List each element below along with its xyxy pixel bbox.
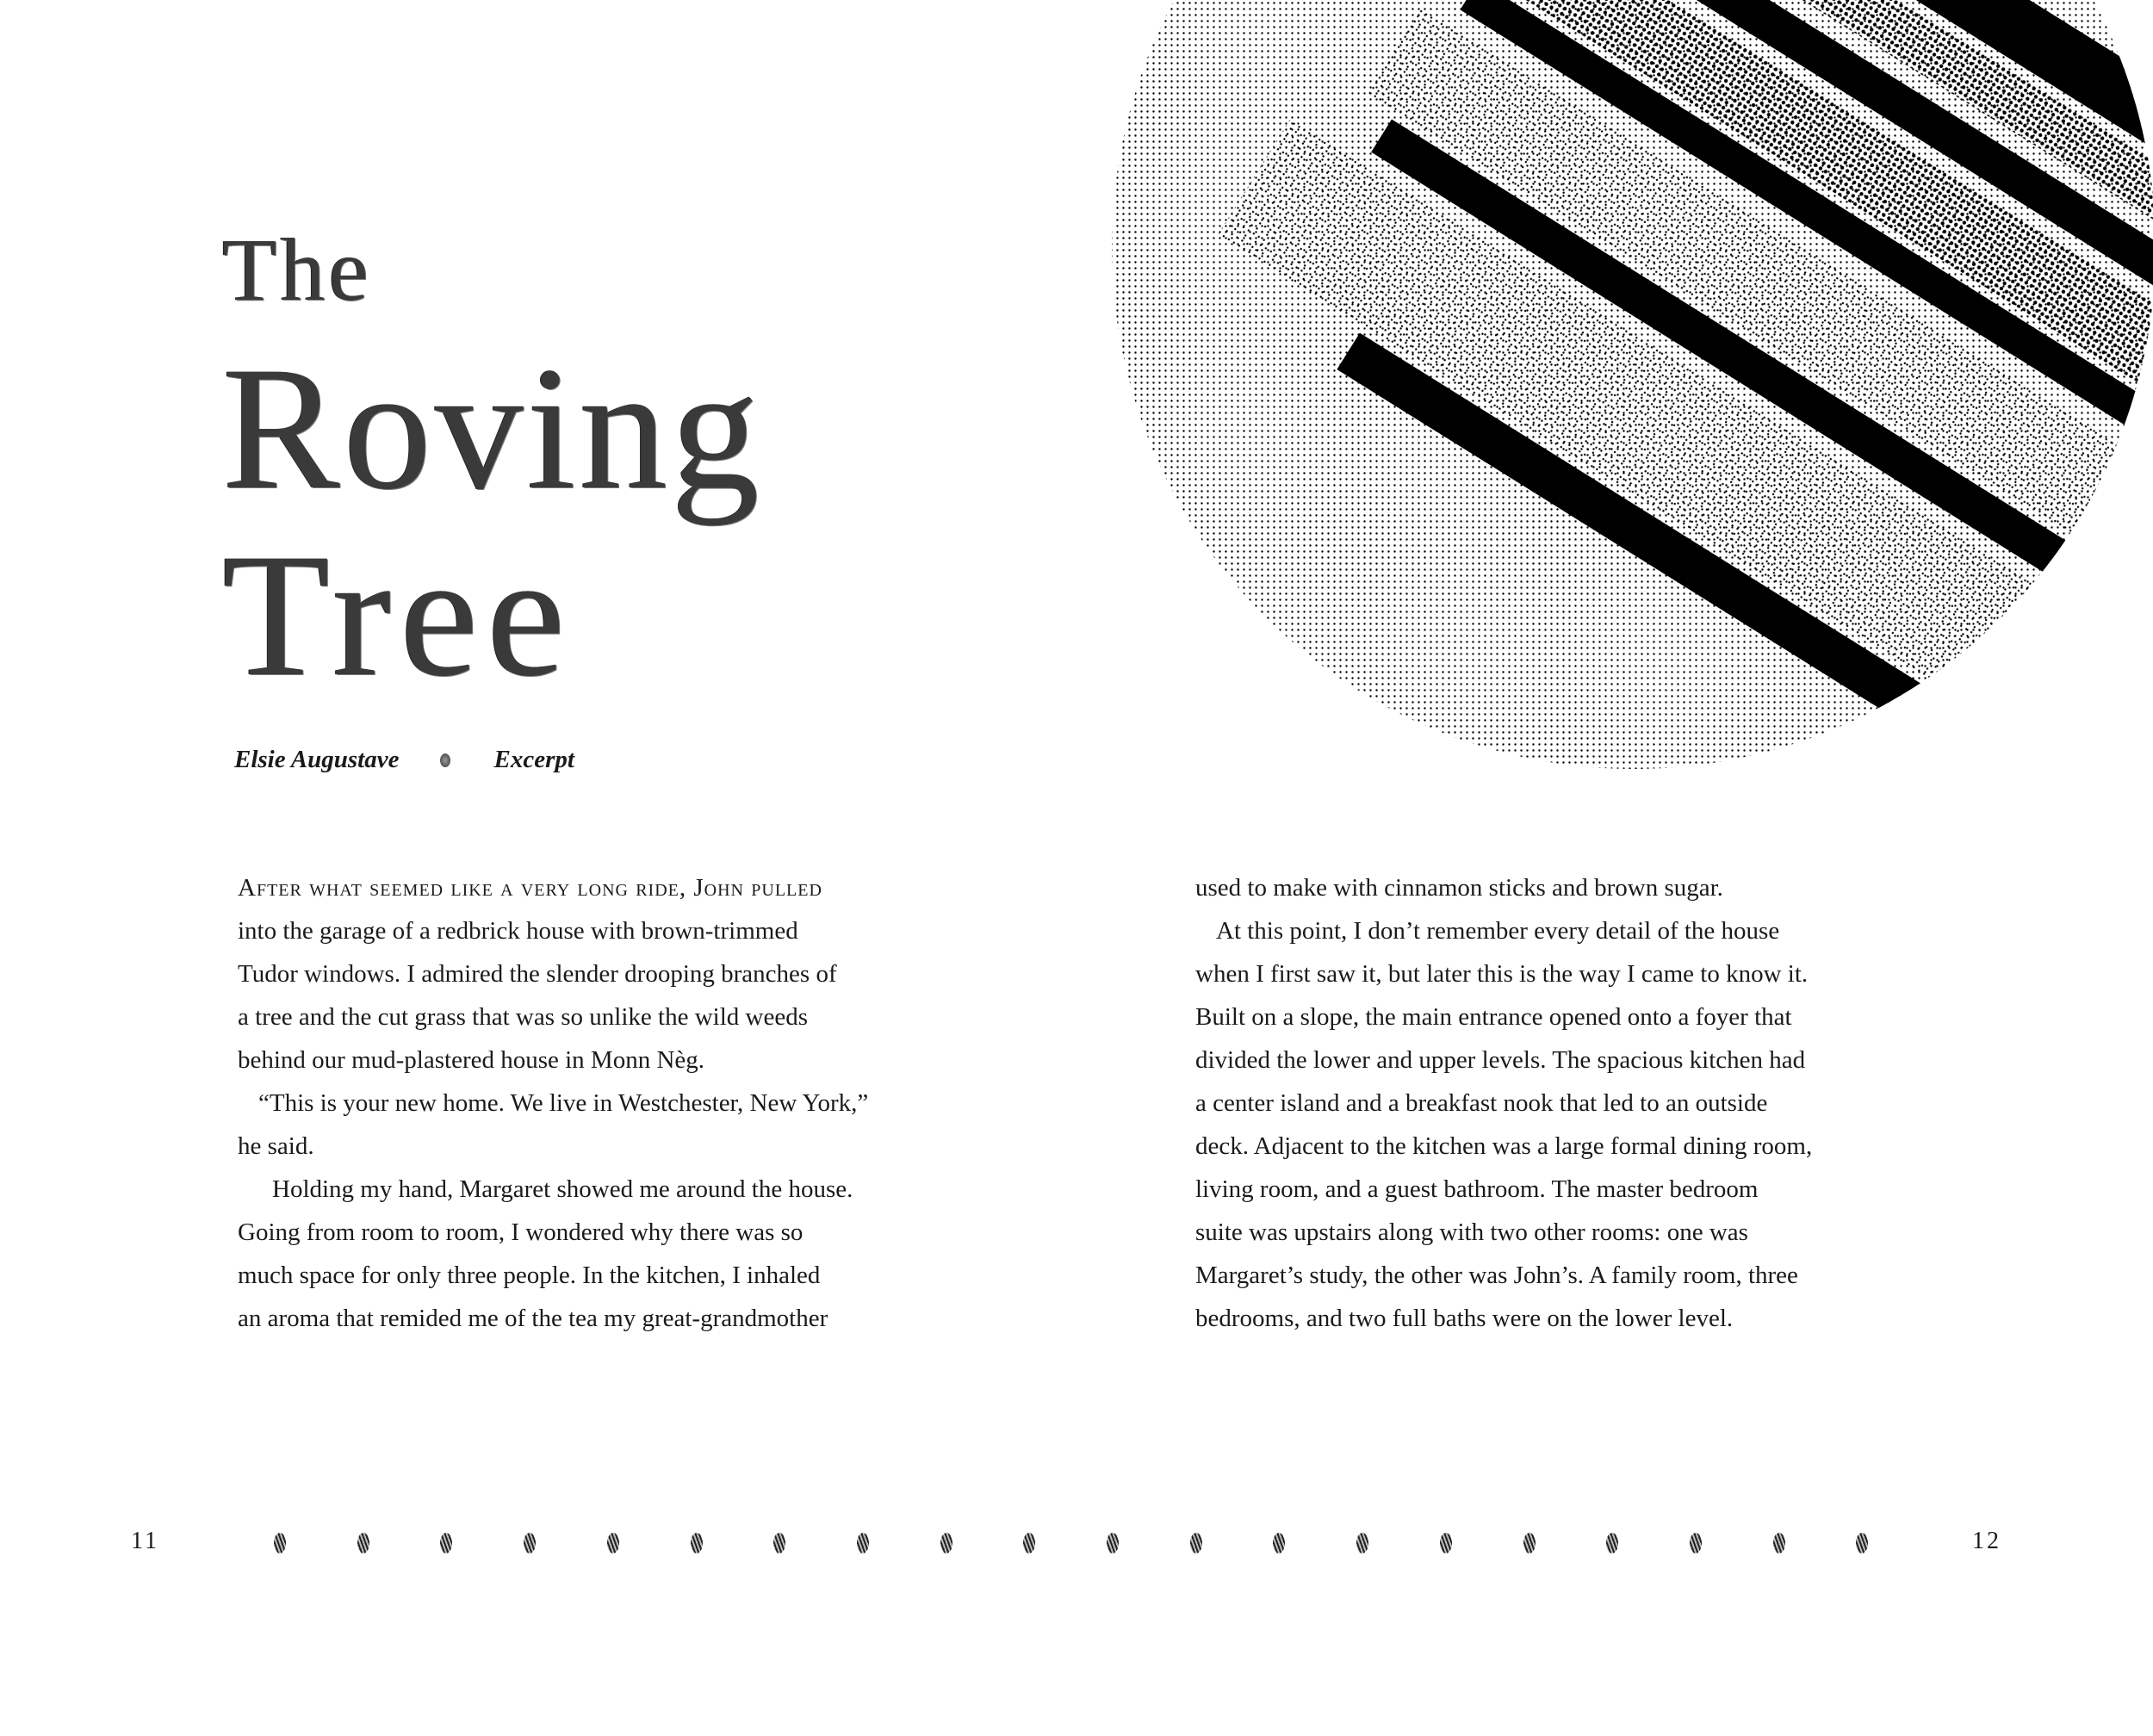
text-line: deck. Adjacent to the kitchen was a large formal dining room, xyxy=(1195,1132,1813,1160)
text-line: Built on a slope, the main entrance opened onto a foyer that xyxy=(1195,1003,1792,1031)
title-line-the: The xyxy=(222,220,372,319)
text-line: Tudor windows. I admired the slender drooping branches of xyxy=(238,960,837,988)
author-name: Elsie Augustave xyxy=(234,746,400,773)
ornament-dot-icon xyxy=(274,1533,286,1553)
text-line: much space for only three people. In the kitchen, I inhaled xyxy=(238,1262,821,1289)
text-line: “This is your new home. We live in Westchester, New York,” xyxy=(258,1089,869,1117)
ornament-dot-icon xyxy=(1190,1533,1202,1553)
halftone-photo-circle xyxy=(1102,0,2153,775)
ornament-dot-icon xyxy=(1690,1533,1702,1553)
ornament-dot-icon xyxy=(524,1533,536,1553)
ornament-dot-icon xyxy=(1107,1533,1119,1553)
ornament-dot-icon xyxy=(1773,1533,1785,1553)
ornament-row xyxy=(274,1533,1884,1555)
page-number-left: 11 xyxy=(131,1528,159,1554)
left-text-column xyxy=(238,866,978,1340)
ornament-dot-icon xyxy=(1356,1533,1368,1553)
title-line-roving: Roving xyxy=(222,331,763,526)
title-line-tree: Tree xyxy=(222,518,574,713)
text-line: At this point, I don’t remember every detail of the house xyxy=(1216,917,1780,945)
ornament-dot-icon xyxy=(607,1533,619,1553)
text-line: an aroma that remided me of the tea my great-grandmother xyxy=(238,1305,828,1332)
text-line: behind our mud-plastered house in Monn Nèg. xyxy=(238,1046,705,1074)
text-line: bedrooms, and two full baths were on the lower level. xyxy=(1195,1305,1734,1332)
text-line: Holding my hand, Margaret showed me around the house. xyxy=(272,1175,853,1203)
text-line: Going from room to room, I wondered why there was so xyxy=(238,1218,803,1246)
text-line: a tree and the cut grass that was so unlike the wild weeds xyxy=(238,1003,808,1031)
ornament-dot-icon xyxy=(357,1533,369,1553)
right-text-column xyxy=(1195,866,1936,1340)
text-line: into the garage of a redbrick house with brown-trimmed xyxy=(238,917,798,945)
ornament-dot-icon xyxy=(857,1533,869,1553)
ornament-dot-icon xyxy=(1440,1533,1452,1553)
byline xyxy=(234,746,574,774)
ornament-dot-icon xyxy=(440,753,450,767)
text-line: he said. xyxy=(238,1132,314,1160)
ornament-dot-icon xyxy=(440,1533,452,1553)
text-line: used to make with cinnamon sticks and brown sugar. xyxy=(1195,874,1723,902)
excerpt-label: Excerpt xyxy=(493,746,574,773)
ornament-dot-icon xyxy=(691,1533,703,1553)
text-line: Margaret’s study, the other was John’s. A family room, three xyxy=(1195,1262,1798,1289)
ornament-dot-icon xyxy=(1856,1533,1868,1553)
ornament-dot-icon xyxy=(1606,1533,1618,1553)
ornament-dot-icon xyxy=(940,1533,952,1553)
text-line: when I first saw it, but later this is the way I came to know it. xyxy=(1195,960,1809,988)
text-line: divided the lower and upper levels. The spacious kitchen had xyxy=(1195,1046,1806,1074)
text-line: suite was upstairs along with two other rooms: one was xyxy=(1195,1218,1748,1246)
text-line: After what seemed like a very long ride, John pulled xyxy=(238,874,822,902)
ornament-dot-icon xyxy=(1023,1533,1035,1553)
page-number-right: 12 xyxy=(1972,1528,2001,1554)
ornament-dot-icon xyxy=(773,1533,785,1553)
ornament-dot-icon xyxy=(1523,1533,1536,1553)
ornament-dot-icon xyxy=(1273,1533,1285,1553)
text-line: a center island and a breakfast nook that led to an outside xyxy=(1195,1089,1768,1117)
text-line: living room, and a guest bathroom. The master bedroom xyxy=(1195,1175,1759,1203)
